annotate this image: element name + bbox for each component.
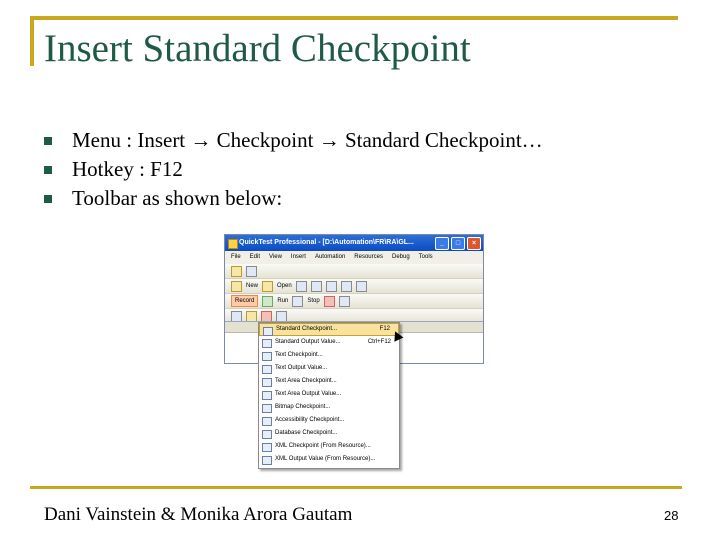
menu-automation[interactable]: Automation — [314, 254, 346, 260]
slide-title: Insert Standard Checkpoint — [44, 27, 471, 70]
tile-icon[interactable] — [246, 266, 257, 277]
step-icon[interactable] — [339, 296, 350, 307]
output-value-icon[interactable] — [261, 311, 272, 322]
file-toolbar — [225, 279, 483, 294]
menu-file[interactable]: File — [231, 254, 241, 260]
menu-item-text-checkpoint[interactable] — [259, 349, 399, 362]
menu-item-label: Text Output Value... — [275, 365, 328, 371]
menu-item-text-area-output-value[interactable] — [259, 388, 399, 401]
stop-icon[interactable] — [292, 296, 303, 307]
window-toolbar-row — [225, 264, 483, 279]
standard-checkpoint-icon — [263, 327, 273, 336]
standard-output-icon — [262, 339, 272, 348]
frame-left-line — [30, 16, 34, 66]
checkpoint-menu — [258, 322, 400, 469]
page-number: 28 — [664, 508, 679, 523]
menu-item-label: Standard Checkpoint... — [276, 326, 338, 332]
menu-item-label: Bitmap Checkpoint... — [275, 404, 331, 410]
menu-item-label: Accessibility Checkpoint... — [275, 417, 345, 423]
print-icon[interactable] — [311, 281, 322, 292]
bitmap-checkpoint-icon — [262, 404, 272, 413]
menu-item-text-output-value[interactable] — [259, 362, 399, 375]
menu-item-label: Database Checkpoint... — [275, 430, 338, 436]
xml-checkpoint-icon — [262, 443, 272, 452]
frame-bottom-line — [30, 486, 682, 489]
testing-toolbar — [225, 294, 483, 309]
object-repository-icon[interactable] — [231, 311, 242, 322]
text-area-output-icon — [262, 391, 272, 400]
text-checkpoint-icon — [262, 352, 272, 361]
frame-top-line — [30, 16, 678, 20]
bullet-item — [44, 155, 543, 184]
record-button[interactable]: Record — [231, 295, 258, 307]
copy-icon[interactable] — [341, 281, 352, 292]
menu-item-standard-output-value[interactable] — [259, 336, 399, 349]
menu-item-label: XML Checkpoint (From Resource)... — [275, 443, 371, 449]
new-button[interactable]: New — [246, 283, 259, 289]
menu-item-text-area-checkpoint[interactable] — [259, 375, 399, 388]
window-titlebar — [225, 235, 483, 251]
menu-edit[interactable]: Edit — [249, 254, 261, 260]
menu-item-bitmap-checkpoint[interactable] — [259, 401, 399, 414]
menu-insert[interactable]: Insert — [290, 254, 306, 260]
app-icon — [228, 239, 238, 249]
open-icon[interactable] — [262, 281, 273, 292]
new-icon[interactable] — [231, 281, 242, 292]
minimize-button[interactable]: _ — [435, 237, 449, 250]
bullet-item — [44, 126, 543, 155]
menu-item-label: Text Area Output Value... — [275, 391, 342, 397]
menu-item-label: XML Output Value (From Resource)... — [275, 456, 376, 462]
maximize-button[interactable]: □ — [451, 237, 465, 250]
menu-item-accessibility-checkpoint[interactable] — [259, 414, 399, 427]
text-output-icon — [262, 365, 272, 374]
window-title: QuickTest Professional - [D:\Automation\FR\RA\GL... — [239, 239, 414, 246]
menu-view[interactable]: View — [269, 254, 282, 260]
menu-item-label: Standard Output Value... — [275, 339, 341, 345]
stop-button[interactable]: Stop — [307, 298, 320, 304]
checkpoint-dropdown-icon[interactable] — [246, 311, 257, 322]
text-area-checkpoint-icon — [262, 378, 272, 387]
run-icon[interactable] — [262, 296, 273, 307]
bullet-text: Hotkey : F12 — [72, 157, 183, 181]
step-generator-icon[interactable] — [276, 311, 287, 322]
run-button[interactable]: Run — [277, 298, 289, 304]
database-checkpoint-icon — [262, 430, 272, 439]
menu-item-standard-checkpoint[interactable] — [259, 323, 399, 336]
bullet-list — [44, 126, 543, 213]
bullet-item — [44, 184, 543, 213]
menu-bar — [225, 251, 483, 264]
bullet-text: Menu : Insert → Checkpoint → Standard Checkpoint… — [72, 128, 543, 152]
menu-item-hotkey: F12 — [379, 326, 390, 332]
menu-item-label: Text Checkpoint... — [275, 352, 323, 358]
menu-item-database-checkpoint[interactable] — [259, 427, 399, 440]
open-button[interactable]: Open — [277, 283, 292, 289]
menu-item-hotkey: Ctrl+F12 — [367, 339, 391, 345]
menu-item-xml-checkpoint[interactable] — [259, 440, 399, 453]
footer-author: Dani Vainstein & Monika Arora Gautam — [44, 504, 353, 525]
breakpoint-icon[interactable] — [324, 296, 335, 307]
bullet-square-icon — [44, 137, 52, 145]
save-icon[interactable] — [296, 281, 307, 292]
window-controls — [435, 237, 481, 250]
bullet-square-icon — [44, 195, 52, 203]
bullet-square-icon — [44, 166, 52, 174]
cut-icon[interactable] — [326, 281, 337, 292]
xml-output-icon — [262, 456, 272, 465]
menu-resources[interactable]: Resources — [354, 254, 383, 260]
menu-item-label: Text Area Checkpoint... — [275, 378, 337, 384]
close-button[interactable]: × — [467, 237, 481, 250]
menu-tools[interactable]: Tools — [418, 254, 433, 260]
menu-debug[interactable]: Debug — [391, 254, 410, 260]
window-menu-icon[interactable] — [231, 266, 242, 277]
menu-item-xml-output-value[interactable] — [259, 453, 399, 466]
paste-icon[interactable] — [356, 281, 367, 292]
bullet-text: Toolbar as shown below: — [72, 186, 283, 210]
accessibility-checkpoint-icon — [262, 417, 272, 426]
